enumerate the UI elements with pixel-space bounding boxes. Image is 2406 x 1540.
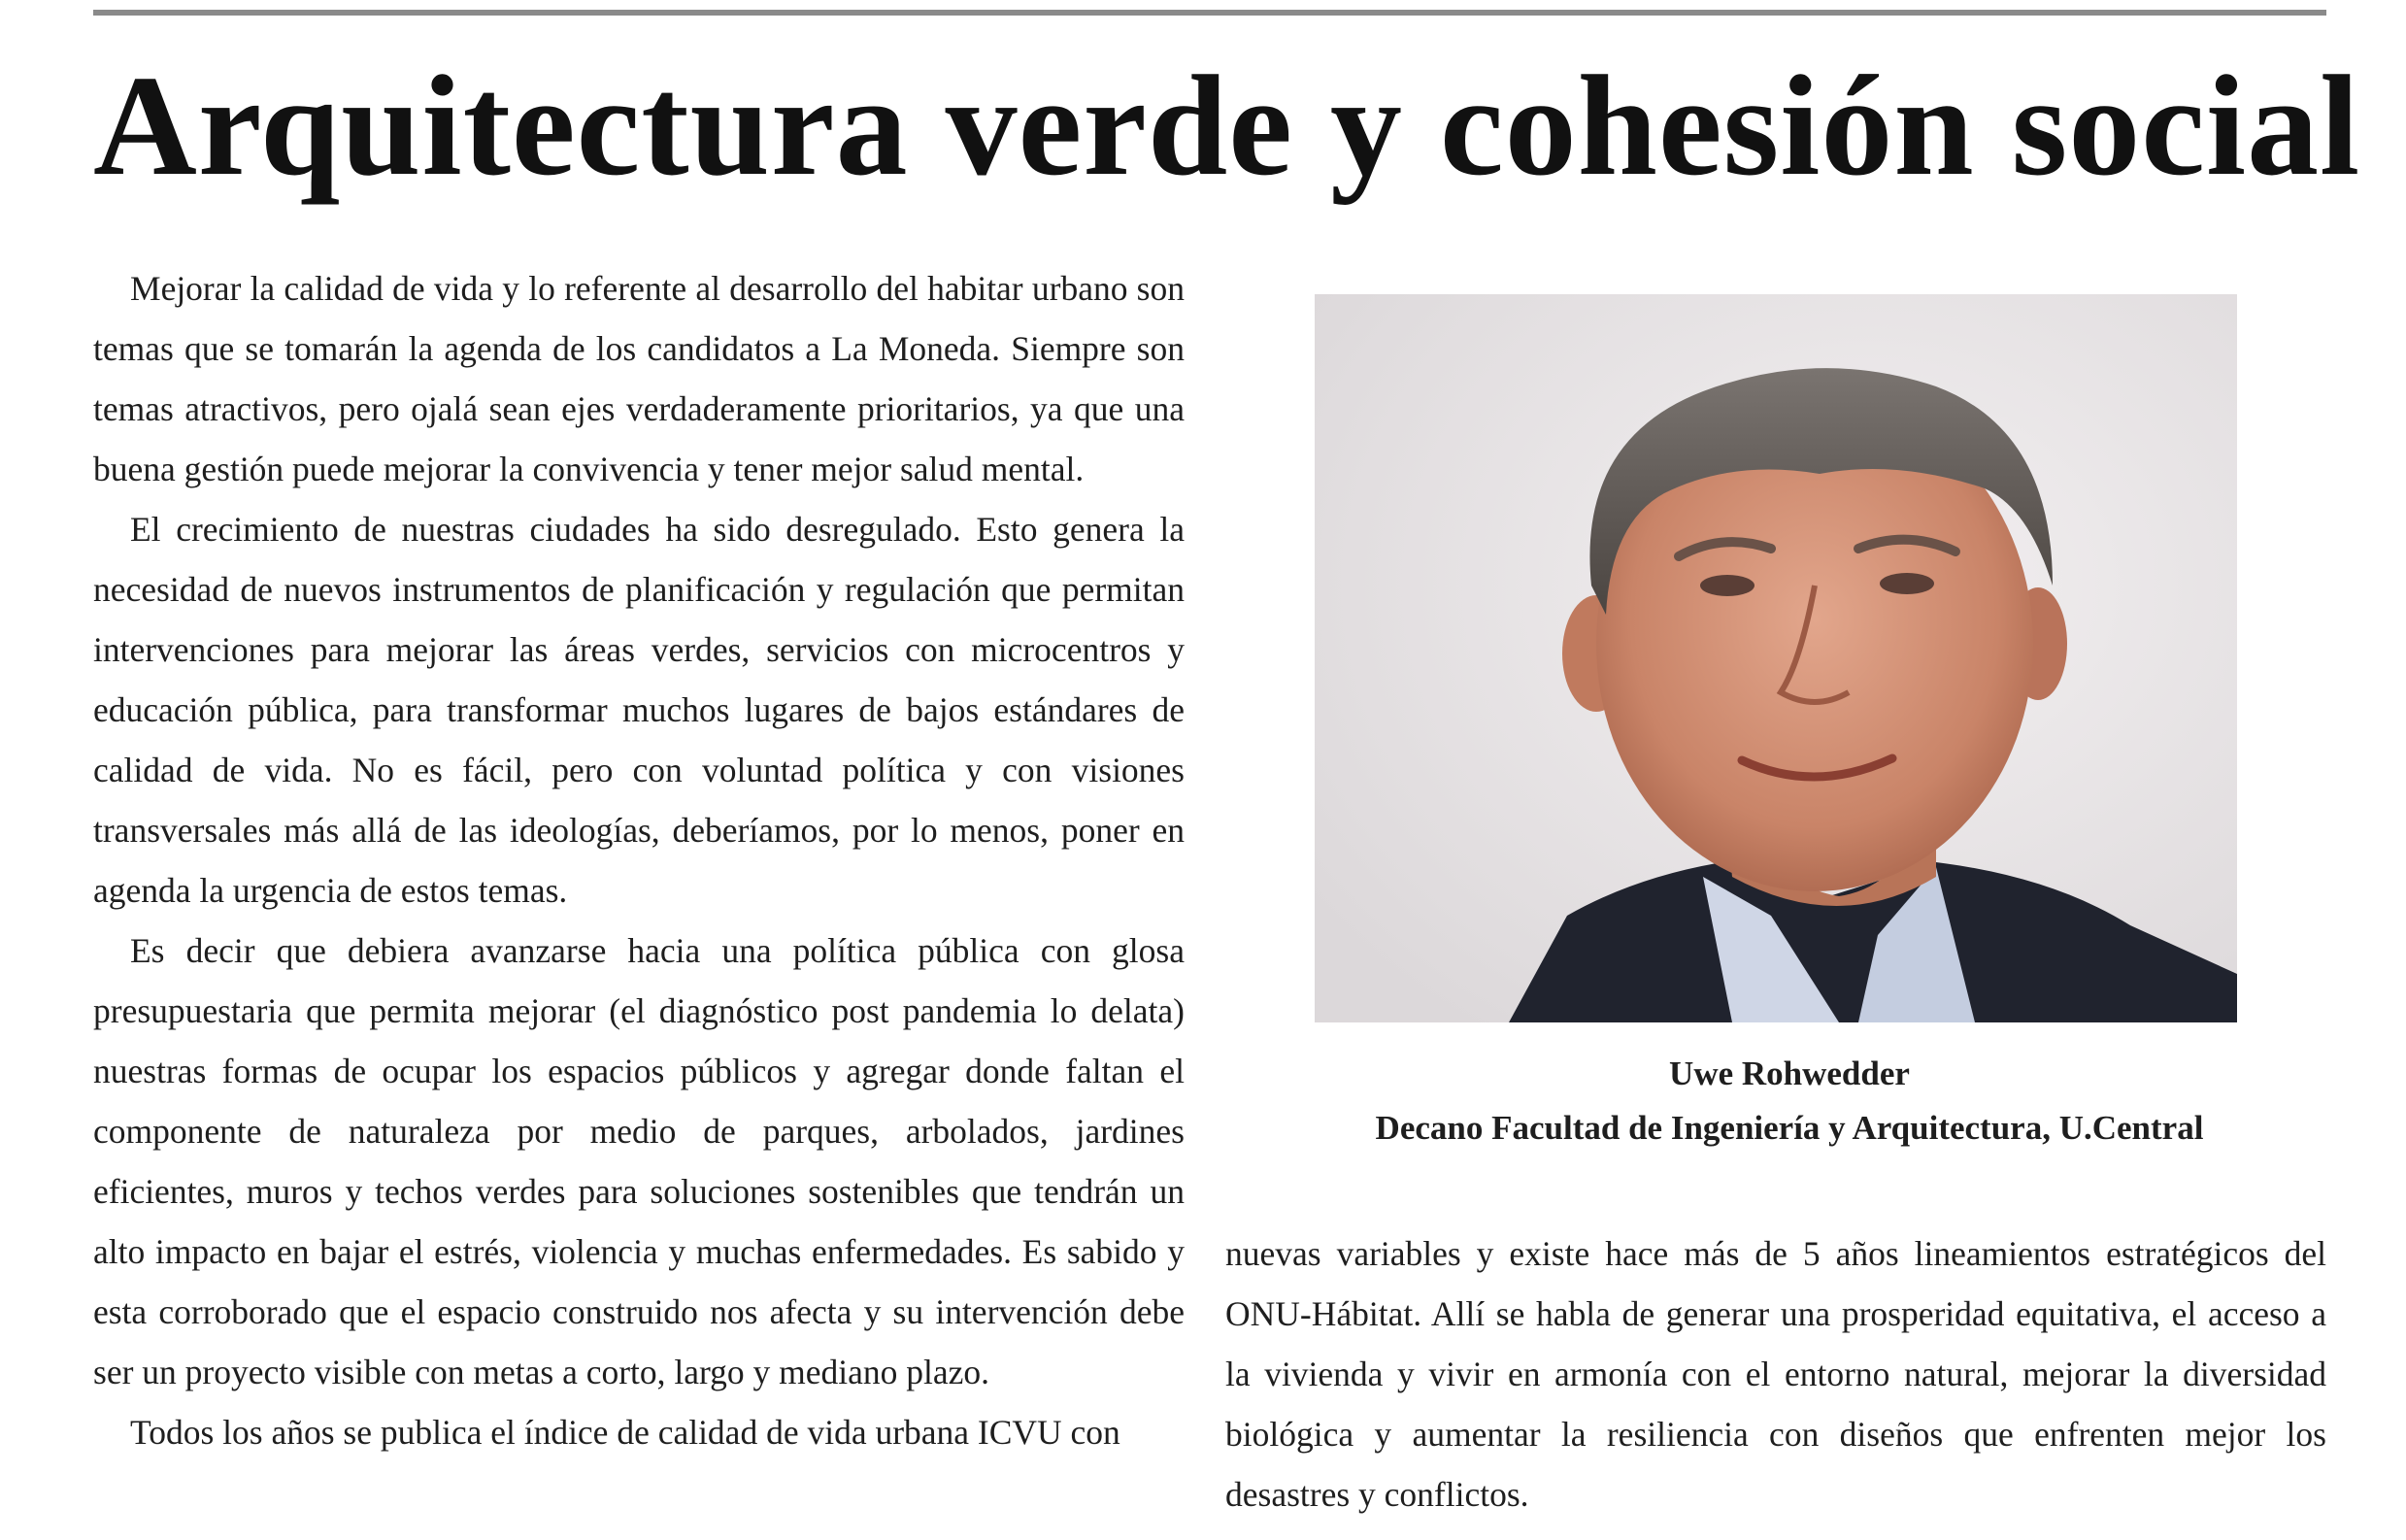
article-paragraph: nuevas variables y existe hace más de 5 años lineamientos estratégicos del ONU-Hábitat. Allí se habla de generar una prosperidad equitativa, el acceso a la vivienda y vivir en armonía con el entorno natural, mejorar la diversidad biológica y aumentar la resiliencia con diseños que enfrenten mejor los desastres y conflictos.: [1225, 1234, 2326, 1514]
photo-caption: [1225, 1047, 2354, 1155]
article-column-left: [93, 258, 1185, 1462]
author-photo: [1315, 294, 2237, 1022]
article-paragraph: El crecimiento de nuestras ciudades ha sido desregulado. Esto genera la necesidad de nuevos instrumentos de planificación y regulación que permitan intervenciones para mejorar las áreas verdes, servicios con microcentros y educación pública, para transformar muchos lugares de bajos estándares de calidad de vida. No es fácil, pero con voluntad política y con visiones transversales más allá de las ideologías, deberíamos, por lo menos, poner en agenda la urgencia de estos temas.: [93, 510, 1185, 910]
top-rule: [93, 10, 2326, 16]
author-title: Decano Facultad de Ingeniería y Arquitectura, U.Central: [1375, 1109, 2204, 1147]
article-headline: Arquitectura verde y cohesión social: [93, 47, 2361, 206]
article-paragraph: Es decir que debiera avanzarse hacia una política pública con glosa presupuestaria que permita mejorar (el diagnóstico post pandemia lo delata) nuestras formas de ocupar los espacios públicos y agregar donde faltan el componente de naturaleza por medio de parques, arbolados, jardines eficientes, muros y techos verdes para soluciones sostenibles que tendrán un alto impacto en bajar el estrés, violencia y muchas enfermedades. Es sabido y esta corroborado que el espacio construido nos afecta y su intervención debe ser un proyecto visible con metas a corto, largo y mediano plazo.: [93, 931, 1185, 1391]
article-paragraph: Todos los años se publica el índice de calidad de vida urbana ICVU con: [130, 1413, 1120, 1452]
article-paragraph: Mejorar la calidad de vida y lo referente al desarrollo del habitar urbano son temas que se tomarán la agenda de los candidatos a La Moneda. Siempre son temas atractivos, pero ojalá sean ejes verdaderamente prioritarios, ya que una buena gestión puede mejorar la convivencia y tener mejor salud mental.: [93, 269, 1185, 488]
author-name: Uwe Rohwedder: [1669, 1055, 1910, 1092]
article-column-right: [1225, 1223, 2326, 1524]
